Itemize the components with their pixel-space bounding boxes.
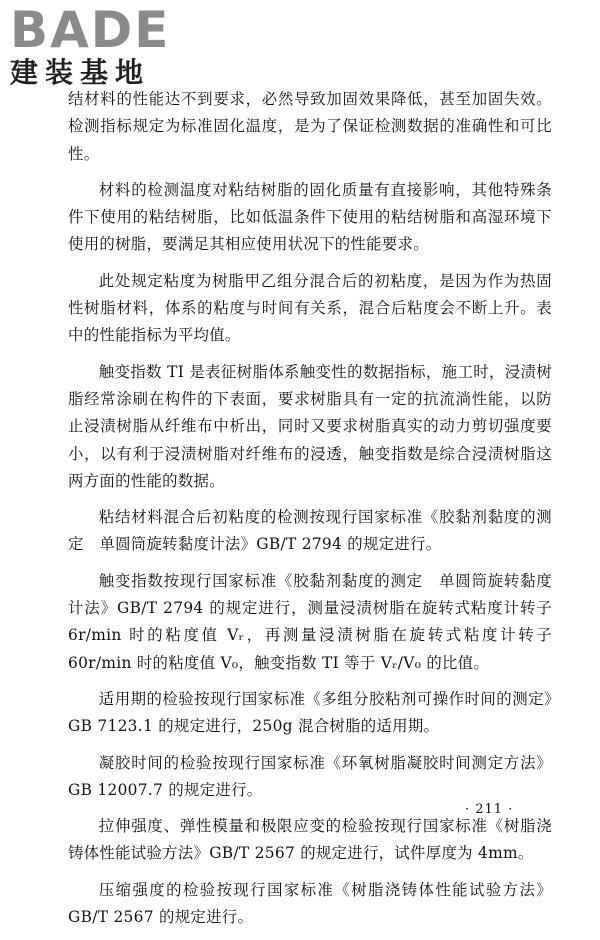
paragraph-compression-test: 压缩强度的检验按现行国家标准《树脂浇铸体性能试验方法》GB/T 2567 的规定进行。 — [68, 880, 552, 927]
paragraph-thixotropic-index: 触变指数 TI 是表征树脂体系触变性的数据指标，施工时，浸渍树脂经常涂刷在构件的下表面，要求树脂具有一定的抗流淌性能，以防止浸渍树脂从纤维布中析出，同时又要求树脂真实的动力剪切强度要小，以有利于浸渍树脂对纤维布的浸透，触变指数是综合浸渍树脂这两方面的性能的数据。 — [68, 362, 552, 490]
paragraph-thixotropic-test: 触变指数按现行国家标准《胶黏剂黏度的测定 单圆筒旋转黏度计法》GB/T 2794 的规定进行，测量浸渍树脂在旋转式粘度计转子 6r/min 时的粘度值 Vᵣ，再测量浸渍树脂在旋转式粘度计转子 60r/min 时的粘度值 V₀，触变指数 TI 等于 Vᵣ/V₀ 的比值。 — [68, 571, 552, 672]
paragraph-viscosity: 此处规定粘度为树脂甲乙组分混合后的初粘度，是因为作为热固性树脂材料，体系的粘度与时间有关系，混合后粘度会不断上升。表中的性能指标为平均值。 — [68, 271, 552, 345]
paragraph-tensile-test: 拉伸强度、弹性模量和极限应变的检验按现行国家标准《树脂浇铸体性能试验方法》GB/T 2567 的规定进行，试件厚度为 4mm。 — [68, 817, 552, 863]
logo-wordmark: BADE — [10, 1, 171, 59]
brand-logo — [8, 2, 178, 88]
logo-chinese-name: 建装基地 — [10, 56, 151, 89]
paragraph-pot-life: 适用期的检验按现行国家标准《多组分胶粘剂可操作时间的测定》GB 7123.1 的规定进行，250g 混合树脂的适用期。 — [68, 689, 552, 736]
paragraph-gel-time: 凝胶时间的检验按现行国家标准《环氧树脂凝胶时间测定方法》GB 12007.7 的规定进行。 — [68, 753, 552, 799]
paragraph-continued: 结材料的性能达不到要求，必然导致加固效果降低，甚至加固失效。检测指标规定为标准固化温度，是为了保证检测数据的准确性和可比性。 — [68, 90, 552, 163]
paragraph-test-temperature: 材料的检测温度对粘结树脂的固化质量有直接影响，其他特殊条件下使用的粘结树脂，比如低温条件下使用的粘结树脂和高湿环境下使用的树脂，要满足其相应使用状况下的性能要求。 — [68, 180, 552, 254]
page-number: · 211 · — [465, 802, 514, 817]
paragraph-initial-viscosity-test: 粘结材料混合后初粘度的检测按现行国家标准《胶黏剂黏度的测定 单圆筒旋转黏度计法》GB/T 2794 的规定进行。 — [68, 508, 552, 554]
